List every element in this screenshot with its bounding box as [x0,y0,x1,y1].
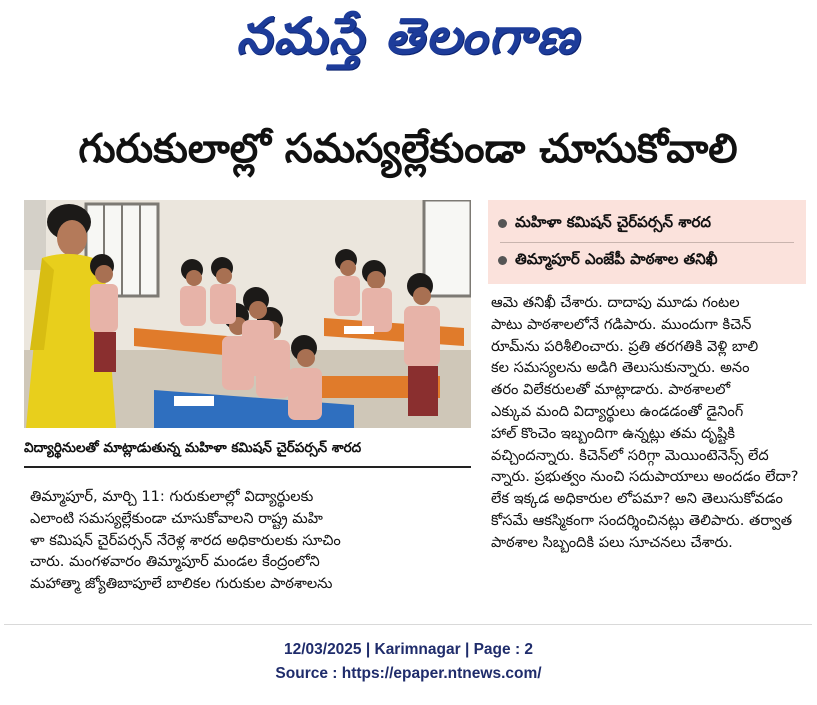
body-line: తరం విలేకరులతో మాట్లాడారు. పాఠశాలలో [491,381,731,399]
highlight-item [498,243,796,279]
headline-text: గురుకులాల్లో సమస్యల్లేకుండా చూసుకోవాలి [78,126,738,172]
body-line: చారు. మంగళవారం తిమ్మాపూర్ మండల కేంద్రంలోని [30,553,320,571]
photo-caption-text: విద్యార్థినులతో మాట్లాడుతున్న మహిళా కమిషన్ చైర్‌పర్సన్ శారద [24,439,362,456]
article-body-left-column [30,486,470,595]
body-line: మహాత్మా జ్యోతిబాపూలే బాలికల గురుకుల పాఠశాలను [30,575,333,593]
body-line: పాటు పాఠశాలలోనే గడిపారు. ముందుగా కిచెన్ [491,315,752,333]
body-line: ళా కమిషన్ చైర్‌పర్సన్ నేరెళ్ల శారద అధికారులకు సూచిం [30,531,341,549]
body-line: ఎలాంటి సమస్యల్లేకుండా చూసుకోవాలని రాష్ట్ర మహి [30,509,323,527]
body-line: ఎక్కువ మంది విద్యార్థులు ఉండడంతో డైనింగ్ [491,402,744,420]
body-line: న్నారు. ప్రభుత్వం నుంచి సదుపాయాలు అందడం లేదా? [491,468,799,486]
article-headline [18,122,798,186]
article-photo [24,200,471,428]
footer-date-edition-page: 12/03/2025 | Karimnagar | Page : 2 [283,641,534,658]
body-line: లేక ఇక్కడ అధికారుల లోపమా? అని తెలుసుకోవడం [491,490,783,508]
epaper-footer [0,638,817,686]
highlights-box [488,200,806,284]
masthead-title: నమస్తే తెలంగాణ [236,6,580,65]
highlight-text: మహిళా కమిషన్ చైర్‌పర్సన్ శారద [515,212,711,231]
classroom-photo-illustration [24,200,471,428]
body-line: కోసమే ఆకస్మికంగా సందర్శించినట్లు తెలిపారు. తర్వాత [491,511,793,529]
body-line: హాల్ కొంచెం ఇబ్బందిగా ఉన్నట్లు తమ దృష్టికి [491,424,735,442]
newspaper-clipping [4,4,812,625]
highlight-item [498,206,796,242]
masthead [4,4,812,80]
body-line: ఆమె తనిఖీ చేశారు. దాదాపు మూడు గంటల [491,294,740,311]
body-line: వచ్చిందన్నారు. కిచెన్‌లో సరిగ్గా మెయింటెనెన్స్ లేద [491,446,769,464]
footer-source: Source : https://epaper.ntnews.com/ [275,665,542,682]
body-line: పాఠశాల సిబ్బందికి పలు సూచనలు చేశారు. [491,533,733,551]
body-line: కల సమస్యలను అడిగి తెలుసుకున్నారు. అనం [491,359,750,377]
bullet-icon [498,219,507,228]
body-line: తిమ్మాపూర్, మార్చి 11: గురుకులాల్లో విద్యార్థులకు [30,488,314,505]
highlight-text: తిమ్మాపూర్ ఎంజేపీ పాఠశాల తనిఖీ [515,249,718,268]
photo-caption [24,432,471,468]
bullet-icon [498,256,507,265]
article-body-right-column [491,292,809,554]
body-line: రూమ్‌ను పరిశీలించారు. ప్రతి తరగతికి వెళ్లి బాలి [491,337,759,355]
